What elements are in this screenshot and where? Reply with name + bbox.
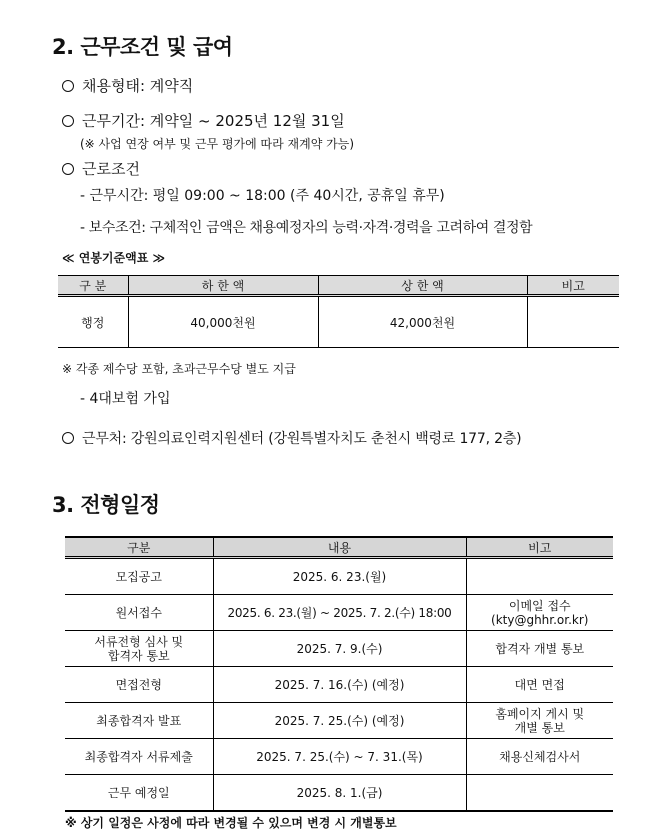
schedule-header-category: 구분 [65, 537, 213, 558]
conditions-title-text: 근로조건 [82, 160, 140, 178]
table-row [65, 595, 613, 631]
conditions-title [62, 158, 140, 179]
circle-bullet-icon [62, 163, 74, 175]
salary-table-caption: ≪ 연봉기준액표 ≫ [62, 251, 166, 265]
table-row [65, 667, 613, 703]
section-3-title: 3. 전형일정 [52, 493, 160, 517]
schedule-cell-note: 합격자 개별 통보 [466, 631, 613, 667]
table-row [65, 739, 613, 775]
employment-type [62, 75, 193, 96]
table-row [65, 631, 613, 667]
salary-cell-category: 행정 [58, 296, 128, 348]
salary-cell-upper: 42,000천원 [318, 296, 527, 348]
schedule-cell-category: 근무 예정일 [65, 775, 213, 812]
schedule-cell-category: 면접전형 [65, 667, 213, 703]
table-row [65, 558, 613, 595]
table-row [65, 703, 613, 739]
workplace-text: 근무처: 강원의료인력지원센터 (강원특별자치도 춘천시 백령로 177, 2층) [82, 431, 522, 447]
schedule-cell-category: 서류전형 심사 및 합격자 통보 [65, 631, 213, 667]
salary-table [58, 275, 619, 348]
schedule-cell-note [466, 558, 613, 595]
salary-header-lower: 하 한 액 [128, 276, 318, 296]
salary-condition: - 보수조건: 구체적인 금액은 채용예정자의 능력·자격·경력을 고려하여 결정함 [80, 220, 533, 236]
schedule-cell-category: 최종합격자 서류제출 [65, 739, 213, 775]
work-period-note: (※ 사업 연장 여부 및 근무 평가에 따라 재계약 가능) [80, 137, 354, 151]
work-period-text: 근무기간: 계약일 ~ 2025년 12월 31일 [82, 112, 345, 130]
schedule-footnote: ※ 상기 일정은 사정에 따라 변경될 수 있으며 변경 시 개별통보 [65, 816, 397, 830]
schedule-cell-note: 홈페이지 게시 및 개별 통보 [466, 703, 613, 739]
salary-table-row [58, 296, 619, 348]
circle-bullet-icon [62, 80, 74, 92]
employment-type-text: 채용형태: 계약직 [82, 77, 194, 95]
schedule-cell-content: 2025. 7. 25.(수) ~ 7. 31.(목) [213, 739, 466, 775]
schedule-header-note: 비고 [466, 537, 613, 558]
salary-cell-note [527, 296, 619, 348]
schedule-cell-note: 채용신체검사서 [466, 739, 613, 775]
schedule-table [65, 536, 613, 812]
circle-bullet-icon [62, 432, 74, 444]
insurance: - 4대보험 가입 [80, 391, 171, 407]
section-2-title: 2. 근무조건 및 급여 [52, 35, 233, 59]
workplace [62, 428, 521, 448]
circle-bullet-icon [62, 115, 74, 127]
schedule-cell-note [466, 775, 613, 812]
schedule-cell-content: 2025. 6. 23.(월) ~ 2025. 7. 2.(수) 18:00 [213, 595, 466, 631]
schedule-cell-category: 모집공고 [65, 558, 213, 595]
salary-header-note: 비고 [527, 276, 619, 296]
schedule-cell-content: 2025. 8. 1.(금) [213, 775, 466, 812]
schedule-cell-note: 대면 면접 [466, 667, 613, 703]
work-hours: - 근무시간: 평일 09:00 ~ 18:00 (주 40시간, 공휴일 휴무) [80, 188, 445, 204]
table-row [65, 775, 613, 812]
schedule-cell-category: 최종합격자 발표 [65, 703, 213, 739]
schedule-cell-note: 이메일 접수 (kty@ghhr.or.kr) [466, 595, 613, 631]
schedule-cell-content: 2025. 7. 9.(수) [213, 631, 466, 667]
salary-header-upper: 상 한 액 [318, 276, 527, 296]
schedule-cell-content: 2025. 7. 16.(수) (예정) [213, 667, 466, 703]
salary-header-category: 구 분 [58, 276, 128, 296]
allowance-note: ※ 각종 제수당 포함, 초과근무수당 별도 지급 [62, 362, 296, 376]
schedule-header-row [65, 537, 613, 558]
salary-table-header-row [58, 276, 619, 296]
schedule-cell-content: 2025. 7. 25.(수) (예정) [213, 703, 466, 739]
salary-cell-lower: 40,000천원 [128, 296, 318, 348]
work-period [62, 110, 345, 131]
schedule-cell-category: 원서접수 [65, 595, 213, 631]
schedule-header-content: 내용 [213, 537, 466, 558]
schedule-cell-content: 2025. 6. 23.(월) [213, 558, 466, 595]
